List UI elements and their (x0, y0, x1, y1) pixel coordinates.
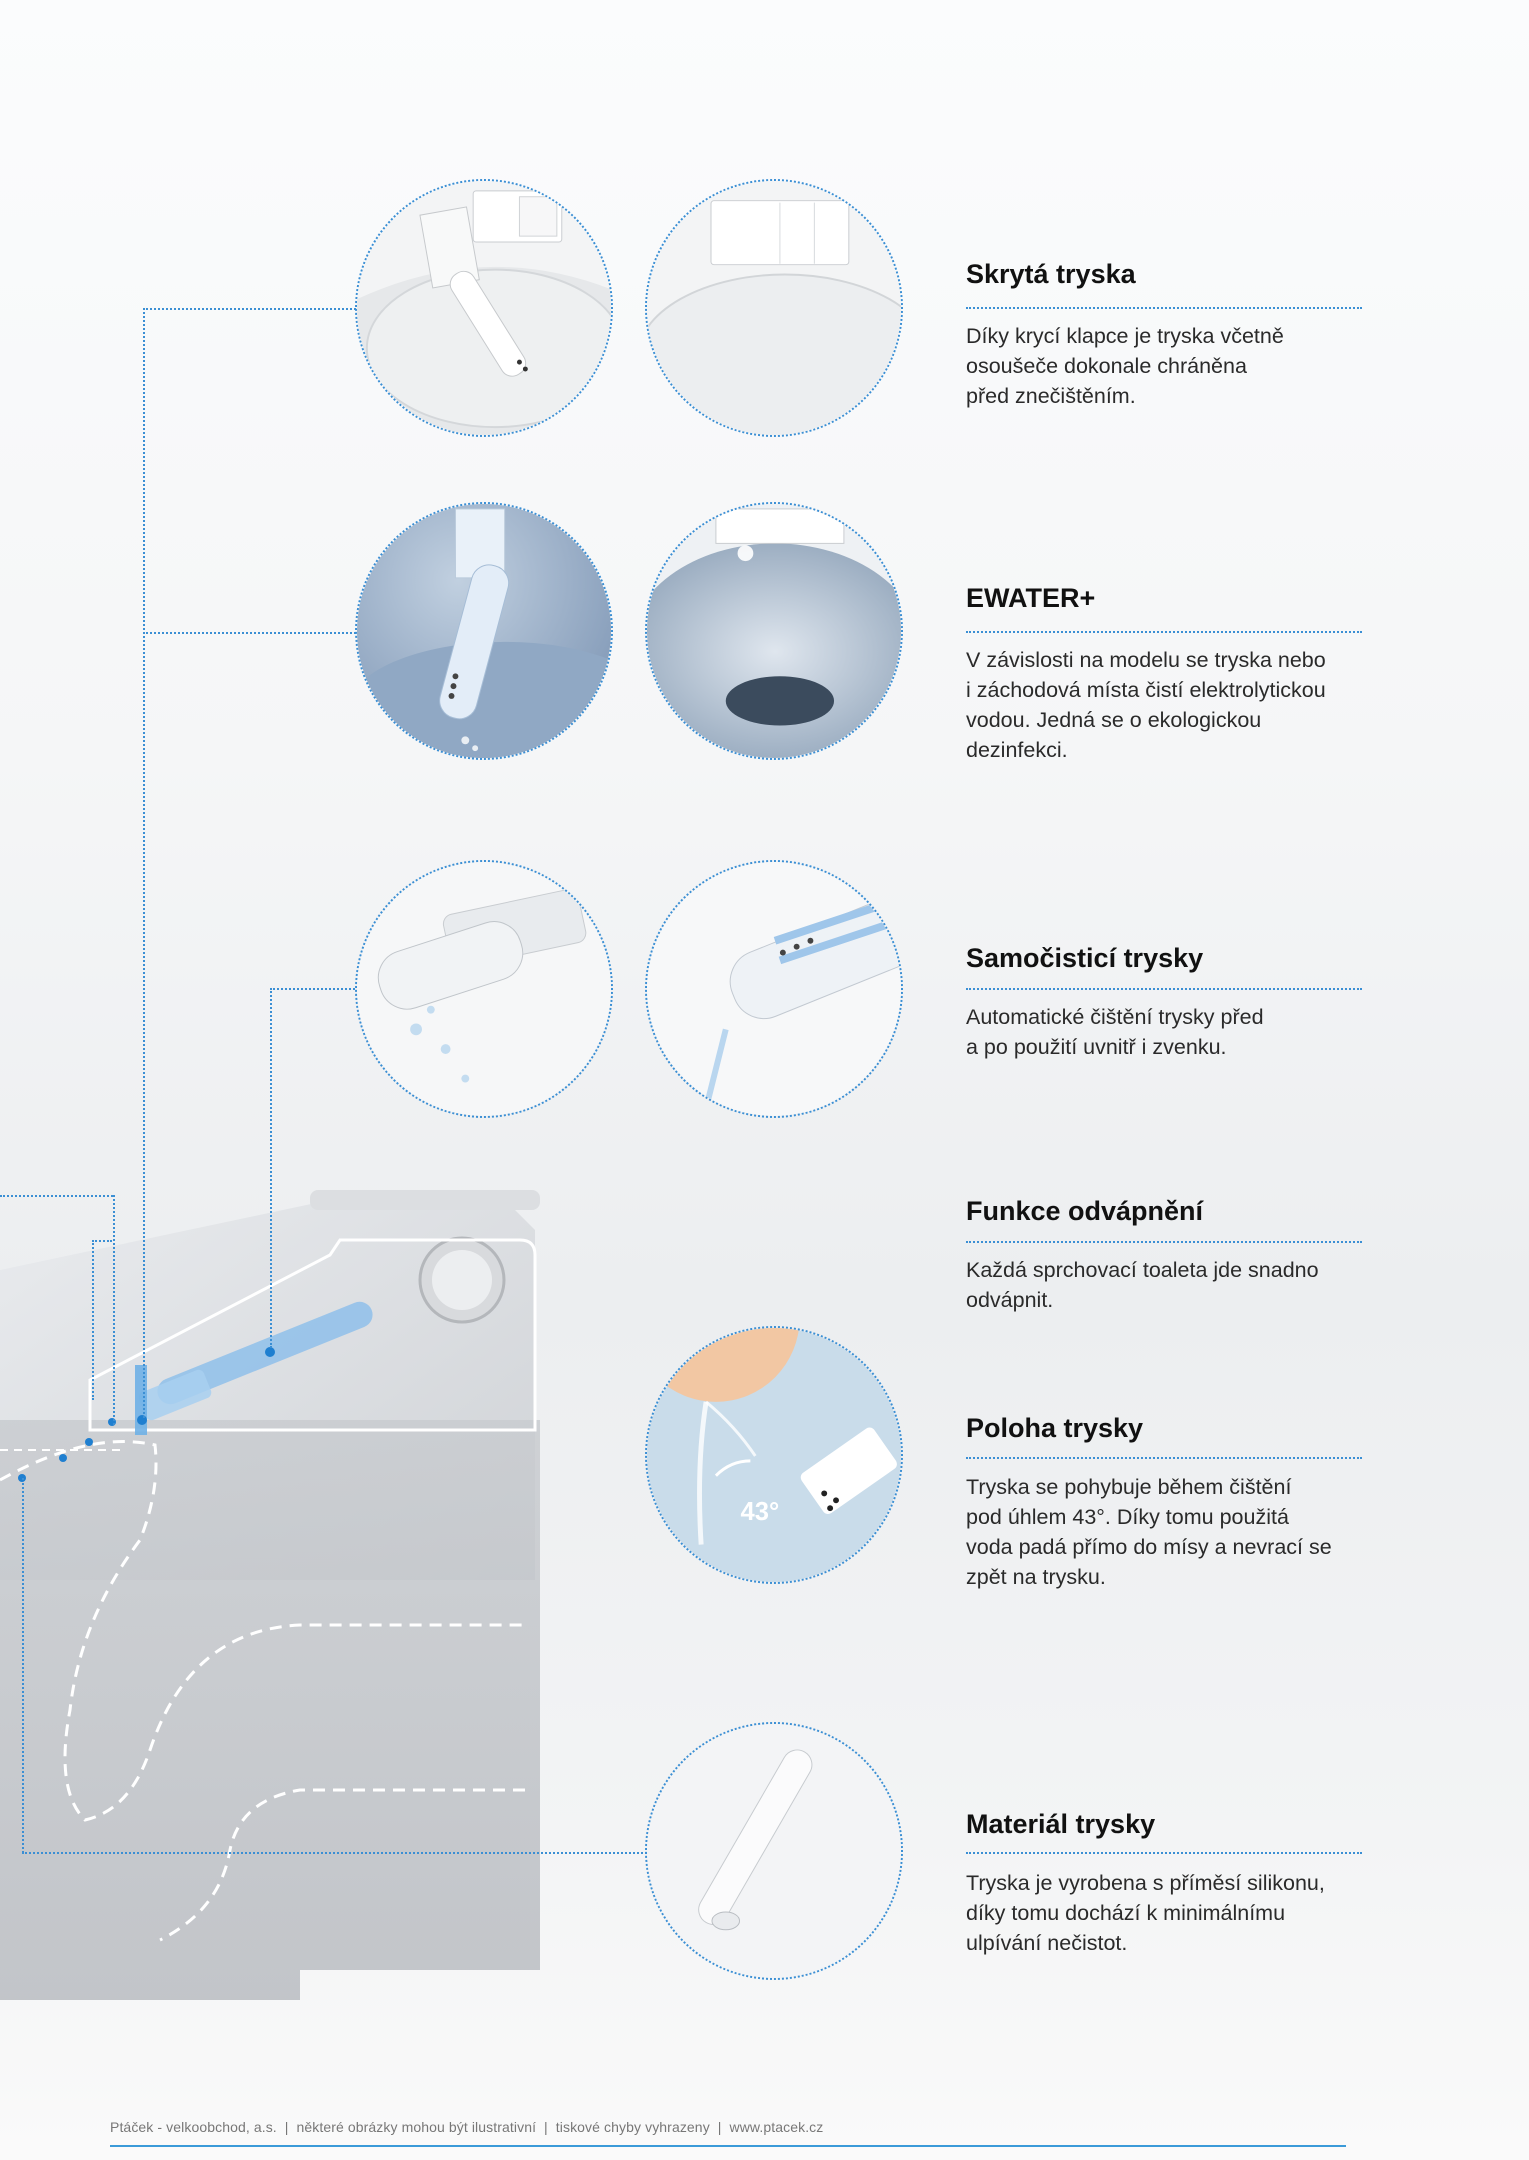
hidden-nozzle-photo-open (355, 179, 613, 437)
divider (966, 1852, 1362, 1854)
divider (966, 1457, 1362, 1459)
feature-title: Poloha trysky (966, 1413, 1144, 1443)
ewater-nozzle-photo (355, 502, 613, 760)
leader-line-left-box-vertical (113, 1195, 115, 1425)
leader-line-ewater (143, 632, 359, 634)
feature-title: Samočisticí trysky (966, 943, 1204, 973)
feature-description: V závislosti na modelu se tryska nebo i záchodová místa čistí elektrolytickou vodou. Jedná se o ekologickou dezinfekci. (966, 648, 1326, 762)
divider (966, 1241, 1362, 1243)
leader-line-left-box (0, 1195, 113, 1197)
divider (966, 988, 1362, 990)
leader-line-samocistici-vertical (270, 988, 272, 1348)
hidden-nozzle-photo-closed (645, 179, 903, 437)
footer-text: Ptáček - velkoobchod, a.s. | některé obrázky mohou být ilustrativní | tiskové chyby vyhrazeny | www.ptacek.cz (110, 2119, 824, 2135)
leader-line-skryta (143, 308, 359, 310)
self-cleaning-nozzle-photo (355, 860, 613, 1118)
feature-nozzle-material (966, 1808, 1366, 1955)
leader-line-material (22, 1852, 647, 1854)
leader-line-mid (92, 1240, 112, 1242)
feature-description: Tryska se pohybuje během čištění pod úhlem 43°. Díky tomu použitá voda padá přímo do mísy a nevrací se zpět na trysku. (966, 1475, 1332, 1589)
divider (966, 631, 1362, 633)
divider (966, 307, 1362, 309)
ewater-bowl-photo (645, 502, 903, 760)
feature-title: Materiál trysky (966, 1809, 1156, 1839)
footer-rule (110, 2145, 1346, 2147)
leader-line-skryta-vertical (143, 308, 145, 1418)
leader-line-material-vertical (22, 1478, 24, 1853)
feature-ewater (966, 582, 1366, 762)
feature-decalcification (966, 1195, 1366, 1312)
nozzle-angle-diagram (645, 1326, 903, 1584)
angle-label: 43° (740, 1497, 780, 1526)
feature-hidden-nozzle (966, 258, 1366, 408)
feature-self-cleaning (966, 942, 1366, 1059)
feature-nozzle-position (966, 1412, 1366, 1589)
feature-description: Automatické čištění trysky před a po použití uvnitř i zvenku. (966, 1005, 1264, 1059)
feature-description: Každá sprchovací toaleta jde snadno odvápnit. (966, 1258, 1319, 1312)
feature-title: Funkce odvápnění (966, 1196, 1204, 1226)
feature-description: Díky krycí klapce je tryska včetně osoušeče dokonale chráněna před znečištěním. (966, 324, 1284, 408)
leader-line-samocistici (270, 988, 359, 990)
nozzle-material-photo (645, 1722, 903, 1980)
toilet-illustration (0, 1150, 560, 2000)
feature-description: Tryska je vyrobena s příměsí silikonu, díky tomu dochází k minimálnímu ulpívání nečistot. (966, 1871, 1325, 1955)
feature-title: Skrytá tryska (966, 259, 1136, 289)
leader-line-mid-vertical (92, 1240, 94, 1400)
self-cleaning-nozzle-closeup (645, 860, 903, 1118)
feature-title: EWATER+ (966, 583, 1096, 613)
